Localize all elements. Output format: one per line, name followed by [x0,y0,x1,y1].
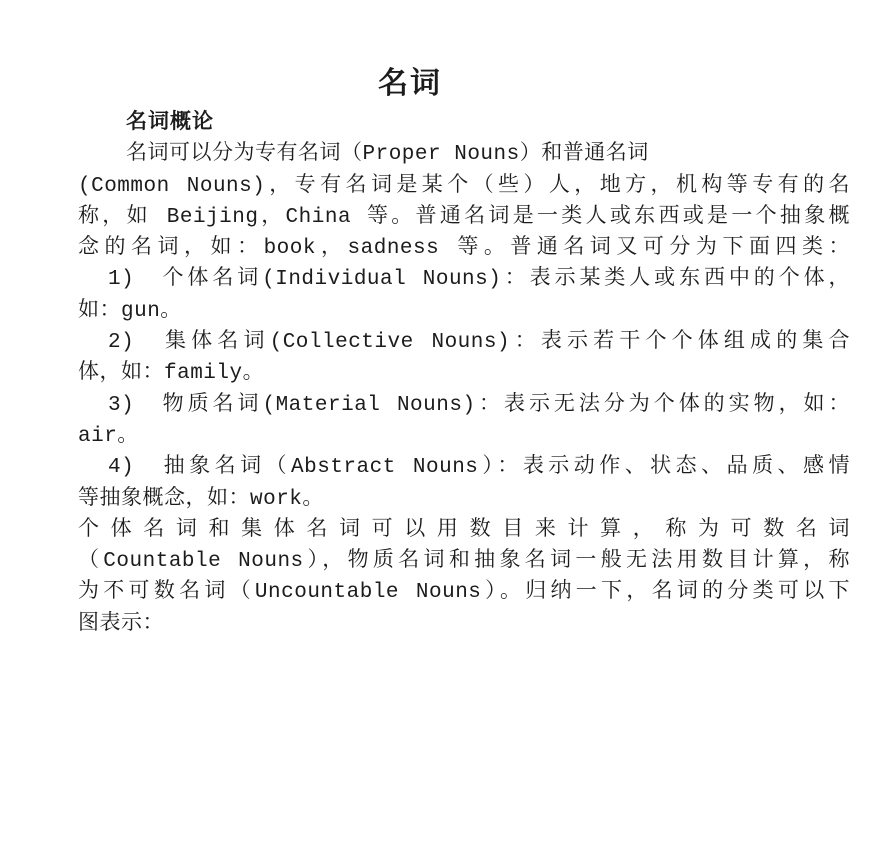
section-heading: 名词概论 [126,112,214,135]
list-item-line: 1) 个体名词(Individual Nouns)：表示某类人或东西中的个体， [108,268,850,292]
list-item-line: 体，如：family。 [78,362,265,386]
list-item-line: 2) 集体名词(Collective Nouns)：表示若干个个体组成的集合 [108,331,850,355]
document-title: 名词 [378,67,442,100]
list-item-line: 3) 物质名词(Material Nouns)：表示无法分为个体的实物，如： [108,393,850,417]
text-line: 念的名词，如：book，sadness 等。普通名词又可分为下面四类： [78,237,850,261]
text-line: 个体名词和集体名词可以用数目来计算，称为可数名词 [78,518,850,542]
text-line: 名词可以分为专有名词（Proper Nouns）和普通名词 [126,143,649,167]
text-line: 图表示： [78,612,164,636]
list-item-line: 如：gun。 [78,299,182,323]
text-line: （Countable Nouns），物质名词和抽象名词一般无法用数目计算，称 [78,550,850,574]
document-body [78,139,850,640]
list-item-line: air。 [78,424,139,448]
list-item-line: 等抽象概念，如：work。 [78,487,324,511]
text-line: (Common Nouns)，专有名词是某个（些）人，地方，机构等专有的名 [78,174,850,198]
list-item-line: 4) 抽象名词（Abstract Nouns）：表示动作、状态、品质、感情 [108,456,850,480]
text-line: 为不可数名词（Uncountable Nouns）。归纳一下，名词的分类可以下 [78,581,850,605]
text-line: 称，如 Beijing，China 等。普通名词是一类人或东西或是一个抽象概 [78,205,850,229]
